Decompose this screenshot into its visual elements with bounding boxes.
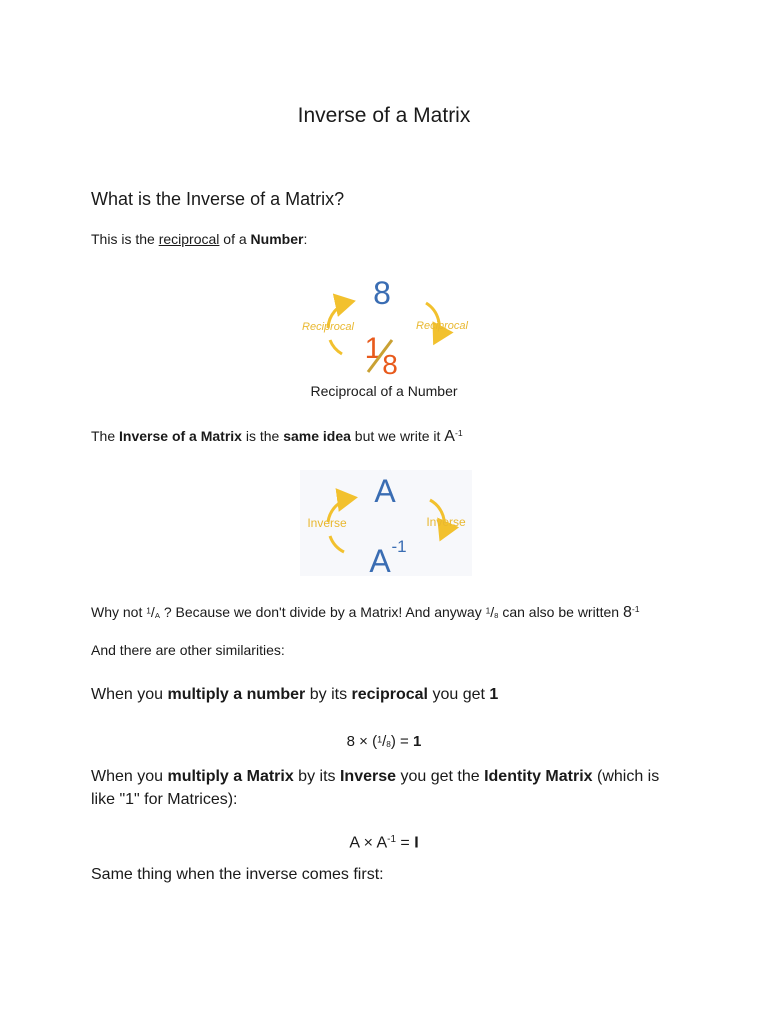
fraction-numerator: 1 bbox=[364, 332, 382, 365]
inverse-diagram bbox=[300, 470, 472, 576]
equation-reciprocal: 8 × ($^1$/8) = 1 bbox=[346, 733, 422, 750]
figure1-caption: Reciprocal of a Number bbox=[310, 383, 458, 399]
inverse-base: A bbox=[369, 543, 391, 576]
right-inverse-label: Inverse bbox=[426, 515, 466, 529]
section-heading: What is the Inverse of a Matrix? bbox=[91, 189, 345, 209]
same-thing-line: Same thing when the inverse comes first: bbox=[91, 866, 384, 883]
reciprocal-link[interactable]: reciprocal bbox=[158, 231, 220, 247]
matrix-a: A bbox=[374, 473, 396, 509]
reciprocal-intro: This is the reciprocal of a Number: bbox=[91, 231, 308, 247]
inverse-intro: The Inverse of a Matrix is the same idea but we write it $A^{-1}$ bbox=[91, 428, 463, 445]
fraction-denominator: 8 bbox=[382, 349, 398, 380]
page-title: Inverse of a Matrix bbox=[297, 104, 471, 127]
left-reciprocal-label: Reciprocal bbox=[302, 321, 354, 333]
left-inverse-label: Inverse bbox=[307, 516, 347, 530]
why-not-line: Why not $^1$/A ? Because we don't divide by a Matrix! And anyway $^1$/8 can also be written $8^{-1}$ bbox=[91, 604, 640, 621]
number-eight: 8 bbox=[373, 275, 391, 311]
left-arrow-tail-icon bbox=[330, 340, 342, 354]
multiply-matrix-line: When you multiply a Matrix by its Inverse you get the Identity Matrix (which is like "1" for Matrices): bbox=[91, 768, 660, 808]
inverse-exponent: -1 bbox=[391, 537, 407, 556]
multiply-number-line: When you multiply a number by its reciprocal you get 1 bbox=[91, 686, 499, 703]
reciprocal-diagram bbox=[290, 270, 480, 380]
right-reciprocal-label: Reciprocal bbox=[416, 320, 468, 332]
equation-identity: $A \times A^{-1} = I$ bbox=[349, 834, 419, 852]
similarities-line: And there are other similarities: bbox=[91, 642, 285, 658]
